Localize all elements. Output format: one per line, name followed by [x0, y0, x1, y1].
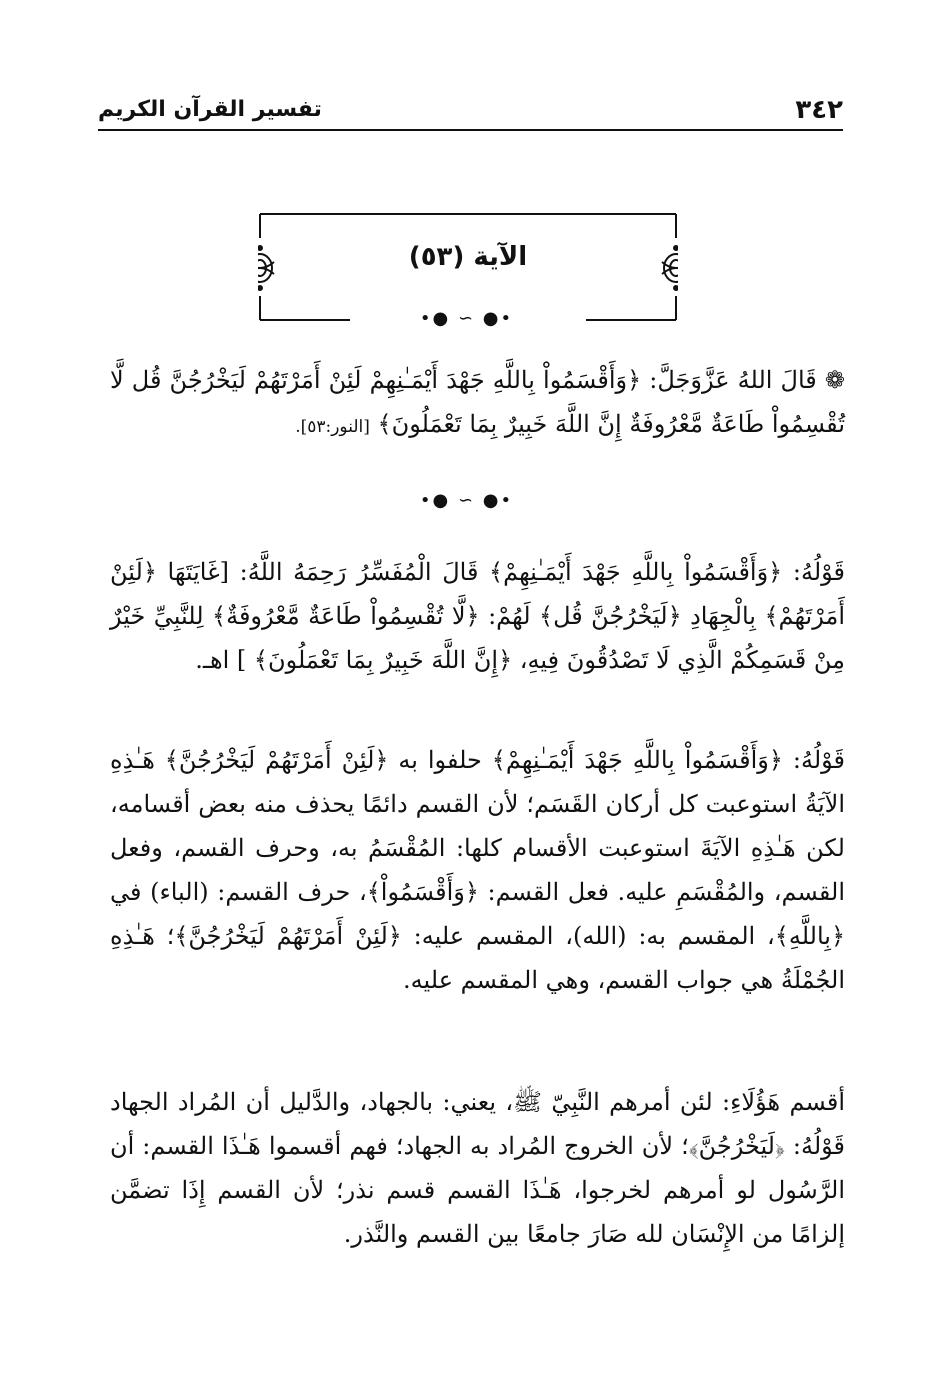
verse-block — [110, 358, 845, 449]
verse-intro: قَالَ اللهُ عَزَّوَجَلَّ: — [649, 366, 817, 394]
verse-reference: [النور:٥٣]. — [295, 417, 370, 437]
verse-heading-number: (٥٣) — [408, 242, 465, 272]
verse-marker-icon: ❁ — [824, 366, 845, 394]
paragraph-1: قَوْلُهُ: ﴿وَأَقْسَمُواْ بِاللَّهِ جَهْدَ أَيْمَـٰنِهِمْ﴾ قَالَ الْمُفَسِّرُ رَحِمَهُ اللَّهُ: [غَايَتَهَا ﴿لَئِنْ أَمَرْتَهُمْ﴾ بِالْجِهَادِ ﴿لَيَخْرُجُنَّ قُل﴾ لَهُمْ: ﴿لَّا تُقْسِمُواْ طَاعَةٌ مَّعْرُوفَةٌ﴾ لِلنَّبِيِّ خَيْرٌ مِنْ قَسَمِكُمْ الَّذِي لَا تَصْدُقُونَ فِيهِ، ﴿إِنَّ اللَّهَ خَبِيرٌ بِمَا تَعْمَلُونَ﴾ ] اهـ. — [110, 558, 845, 674]
verse-text: ﴿وَأَقْسَمُواْ بِاللَّهِ جَهْدَ أَيْمَـٰنِهِمْ لَئِنْ أَمَرْتَهُمْ لَيَخْرُجُنَّ قُل لَّا تُقْسِمُواْ طَاعَةٌ مَّعْرُوفَةٌ إِنَّ اللَّهَ خَبِيرٌ بِمَا تَعْمَلُونَ﴾ — [110, 366, 845, 438]
book-title: تفسير القرآن الكريم — [98, 97, 322, 122]
paragraph-3: أقسم هَؤُلَاءِ: لئن أمرهم النَّبِيّ ﷺ، يعني: بالجهاد، والدَّليل أن المُراد الجهاد قَوْلُهُ: ﴿لَيَخْرُجُنَّ﴾؛ لأن الخروج المُراد به الجهاد؛ فهم أقسموا هَـٰذَا القسم: أن الرَّسُول لو أمرهم لخرجوا، هَـٰذَا القسم قسم نذر؛ لأن القسم إِذَا تضمَّن إلزامًا من الإِنْسَان لله صَارَ جامعًا بين القسم والنَّذر. — [110, 1088, 845, 1248]
divider-middle: •● ∽ ●• — [419, 490, 514, 511]
divider-top: •● ∽ ●• — [419, 308, 514, 329]
verse-heading-frame — [258, 212, 678, 322]
page-number: ٣٤٢ — [795, 95, 843, 125]
paragraph-2: قَوْلُهُ: ﴿وَأَقْسَمُواْ بِاللَّهِ جَهْدَ أَيْمَـٰنِهِمْ﴾ حلفوا به ﴿لَئِنْ أَمَرْتَهُمْ لَيَخْرُجُنَّ﴾ هَـٰذِهِ الآيَةُ استوعبت كل أركان القَسَم؛ لأن القسم دائمًا يحذف منه بعض أقسامه، لكن هَـٰذِهِ الآيَةَ استوعبت الأقسام كلها: المُقْسَمُ به، وحرف القسم، وفعل القسم، والمُقْسَمِ عليه. فعل القسم: ﴿وَأَقْسَمُواْ﴾، حرف القسم: (الباء) في ﴿بِاللَّهِ﴾، المقسم به: (الله)، المقسم عليه: ﴿لَئِنْ أَمَرْتَهُمْ لَيَخْرُجُنَّ﴾؛ هَـٰذِهِ الجُمْلَةُ هي جواب القسم، وهي المقسم عليه. — [110, 746, 845, 994]
verse-heading — [258, 242, 678, 272]
verse-heading-label: الآية — [473, 242, 528, 272]
page-header — [98, 95, 843, 131]
